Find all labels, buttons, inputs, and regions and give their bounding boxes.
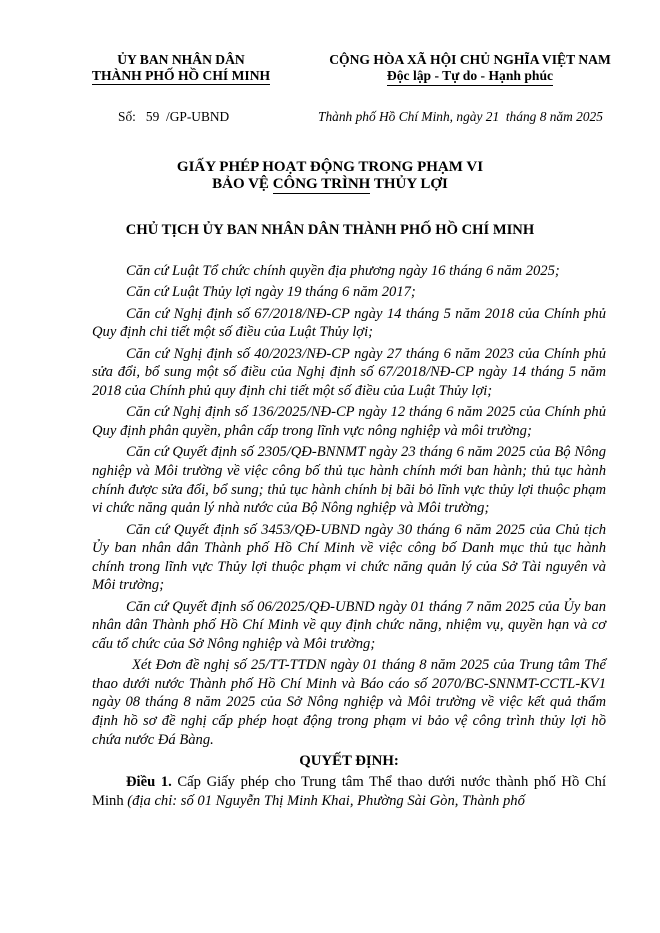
document-body — [92, 262, 606, 813]
article-1-label: Điều 1. — [126, 774, 172, 791]
title-line-1: GIẤY PHÉP HOẠT ĐỘNG TRONG PHẠM VI — [176, 159, 484, 175]
preamble-clause: Căn cứ Nghị định số 67/2018/NĐ-CP ngày 14 tháng 5 năm 2018 của Chính phủ Quy định chi tiết một số điều của Luật Thủy lợi; — [92, 305, 606, 341]
motto-line: Độc lập - Tự do - Hạnh phúc — [300, 68, 640, 86]
document-title — [0, 159, 660, 194]
preamble-clause: Căn cứ Quyết định số 06/2025/QĐ-UBND ngày 01 tháng 7 năm 2025 của Ủy ban nhân dân Thành phố Hồ Chí Minh về quy định chức năng, nhiệm vụ, quyền hạn và cơ cấu tổ chức của Sở Nông nghiệp và Môi trường; — [92, 598, 606, 652]
issuing-authority: CHỦ TỊCH ỦY BAN NHÂN DÂN THÀNH PHỐ HỒ CHÍ MINH — [125, 222, 535, 238]
national-motto — [300, 52, 640, 86]
preamble-clause: Căn cứ Luật Thủy lợi ngày 19 tháng 6 năm 2017; — [126, 284, 416, 301]
title-line-2: BẢO VỆ CÔNG TRÌNH THỦY LỢI — [212, 176, 448, 192]
agency-line-2: THÀNH PHỐ HỒ CHÍ MINH — [91, 68, 271, 83]
document-date: Thành phố Hồ Chí Minh, ngày 21 tháng 8 năm 2025 — [318, 109, 603, 124]
article-1 — [92, 773, 606, 810]
issuing-agency — [72, 52, 290, 84]
article-1-text: Cấp Giấy phép cho Trung tâm Thể thao dưới nước thành phố Hồ Chí Minh — [92, 774, 606, 809]
agency-line-1: ỦY BAN NHÂN DÂN — [117, 52, 245, 67]
preamble-clause: Căn cứ Quyết định số 2305/QĐ-BNNMT ngày 23 tháng 6 năm 2025 của Bộ Nông nghiệp và Môi trường về việc công bố thủ tục hành chính mới ban hành; thủ tục hành chính được sửa đổi, bổ sung; thủ tục hành chính bị bãi bỏ lĩnh vực thủy lợi thuộc phạm vi chức năng quản lý nhà nước của Bộ Nông nghiệp và Môi trường; — [92, 444, 606, 517]
document-header — [0, 52, 660, 132]
document-number: Số: 59 /GP-UBND — [118, 109, 230, 124]
preamble-clause: Căn cứ Quyết định số 3453/QĐ-UBND ngày 30 tháng 6 năm 2025 của Chủ tịch Ủy ban nhân dân Thành phố Hồ Chí Minh về việc công bố Danh mục thủ tục hành chính trong lĩnh vực Thủy lợi thuộc phạm vi chức năng quản lý của Sở Tài nguyên và Môi trường; — [92, 521, 606, 594]
preamble-clause: Căn cứ Nghị định số 40/2023/NĐ-CP ngày 27 tháng 6 năm 2023 của Chính phủ sửa đổi, bổ sung một số điều của Nghị định số 67/2018/NĐ-CP ngày 14 tháng 5 năm 2018 của Chính phủ quy định chi tiết một số điều của Luật Thủy lợi; — [92, 345, 606, 399]
preamble-clause: Căn cứ Nghị định số 136/2025/NĐ-CP ngày 12 tháng 6 năm 2025 của Chính phủ Quy định phân quyền, phân cấp trong lĩnh vực nông nghiệp và môi trường; — [92, 404, 606, 439]
preamble-clause: Căn cứ Luật Tổ chức chính quyền địa phương ngày 16 tháng 6 năm 2025; — [126, 263, 560, 279]
decision-heading: QUYẾT ĐỊNH: — [299, 753, 399, 770]
article-1-address: (địa chỉ: số 01 Nguyễn Thị Minh Khai, Phường Sài Gòn, Thành phố — [127, 793, 525, 809]
country-name: CỘNG HÒA XÃ HỘI CHỦ NGHĨA VIỆT NAM — [329, 52, 611, 67]
consideration-clause: Xét Đơn đề nghị số 25/TT-TTDN ngày 01 tháng 8 năm 2025 của Trung tâm Thể thao dưới nước Thành phố Hồ Chí Minh và Báo cáo số 2070/BC-SNNMT-CCTL-KV1 ngày 08 tháng 8 năm 2025 của Sở Nông nghiệp và Môi trường về việc kết quả thẩm định hồ sơ đề nghị cấp phép hoạt động trong phạm vi bảo vệ công trình thủy lợi hồ chứa nước Đá Bàng. — [92, 657, 606, 748]
